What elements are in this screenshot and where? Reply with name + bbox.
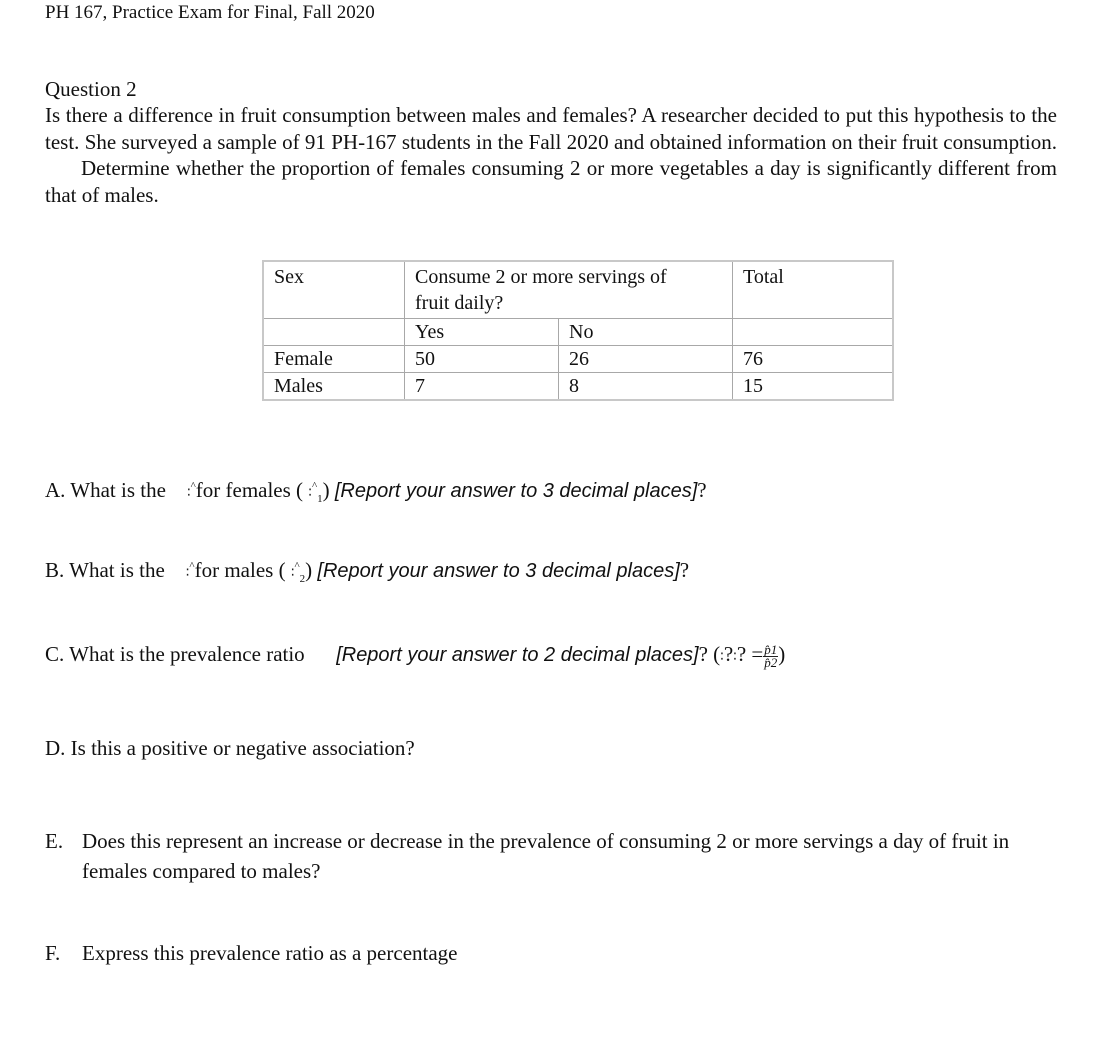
formula-glyph: ∶ bbox=[720, 649, 724, 665]
question-title: Question 2 bbox=[45, 77, 137, 101]
table-subheader-row bbox=[263, 319, 893, 346]
table-row bbox=[263, 346, 893, 373]
page-header: PH 167, Practice Exam for Final, Fall 2020 bbox=[45, 2, 375, 23]
question-f: F. Express this prevalence ratio as a percentage bbox=[45, 941, 458, 965]
table-header-row bbox=[263, 261, 893, 319]
cell-no: 26 bbox=[559, 346, 733, 373]
p-hat-symbol: ∶^ bbox=[186, 480, 196, 501]
header-total: Total bbox=[733, 261, 894, 319]
p-hat-symbol: ∶^ bbox=[185, 560, 195, 581]
header-consume: Consume 2 or more servings of fruit daily? bbox=[405, 261, 733, 319]
subheader-total-empty bbox=[733, 319, 894, 346]
question-a: A. What is the ∶^for females ( $∶^{\^{}}_1$) [Report your answer to 3 decimal places]? bbox=[45, 478, 707, 506]
cell-total: 15 bbox=[733, 373, 894, 401]
cell-no: 8 bbox=[559, 373, 733, 401]
p-hat-2-symbol: $∶^{\^{}}_2$ bbox=[290, 560, 306, 586]
answer-note-c: [Report your answer to 2 decimal places] bbox=[336, 644, 699, 666]
subheader-yes: Yes bbox=[405, 319, 559, 346]
cell-total: 76 bbox=[733, 346, 894, 373]
p-hat-1-symbol: $∶^{\^{}}_1$ bbox=[308, 480, 323, 506]
header-sex: Sex bbox=[263, 261, 405, 319]
table-row bbox=[263, 373, 893, 401]
intro-text-1: Is there a difference in fruit consumption between males and females? A researcher decided to put this hypothesis to the test. She surveyed a sample of 91 PH-167 students in the Fall 2020 and obtained information on their fruit consumption. bbox=[45, 103, 1057, 154]
question-e: E. Does this represent an increase or decrease in the prevalence of consuming 2 or more servings a day of fruit in females compared to males? bbox=[45, 829, 1010, 883]
answer-note-b: [Report your answer to 3 decimal places] bbox=[317, 560, 680, 582]
intro-text-2: Determine whether the proportion of females consuming 2 or more vegetables a day is significantly different from that of males. bbox=[45, 156, 1057, 207]
question-intro bbox=[45, 102, 1057, 208]
formula-glyph: ∶ bbox=[733, 649, 737, 665]
row-label: Female bbox=[263, 346, 405, 373]
answer-note-a: [Report your answer to 3 decimal places] bbox=[334, 480, 698, 502]
fruit-consumption-table bbox=[262, 260, 894, 401]
question-b: B. What is the ∶^for males ( $∶^{\^{}}_2$) [Report your answer to 3 decimal places]? bbox=[45, 558, 690, 586]
question-d: D. Is this a positive or negative association? bbox=[45, 736, 415, 760]
question-c: C. What is the prevalence ratio [Report your answer to 2 decimal places]? (∶?∶? = $\frac{p̂1}{p̂2}$ ) bbox=[45, 641, 786, 670]
prevalence-ratio-fraction: $\frac{p̂1}{p̂2}$ bbox=[764, 641, 778, 670]
row-label: Males bbox=[263, 373, 405, 401]
cell-yes: 7 bbox=[405, 373, 559, 401]
cell-yes: 50 bbox=[405, 346, 559, 373]
subheader-empty bbox=[263, 319, 405, 346]
subheader-no: No bbox=[559, 319, 733, 346]
